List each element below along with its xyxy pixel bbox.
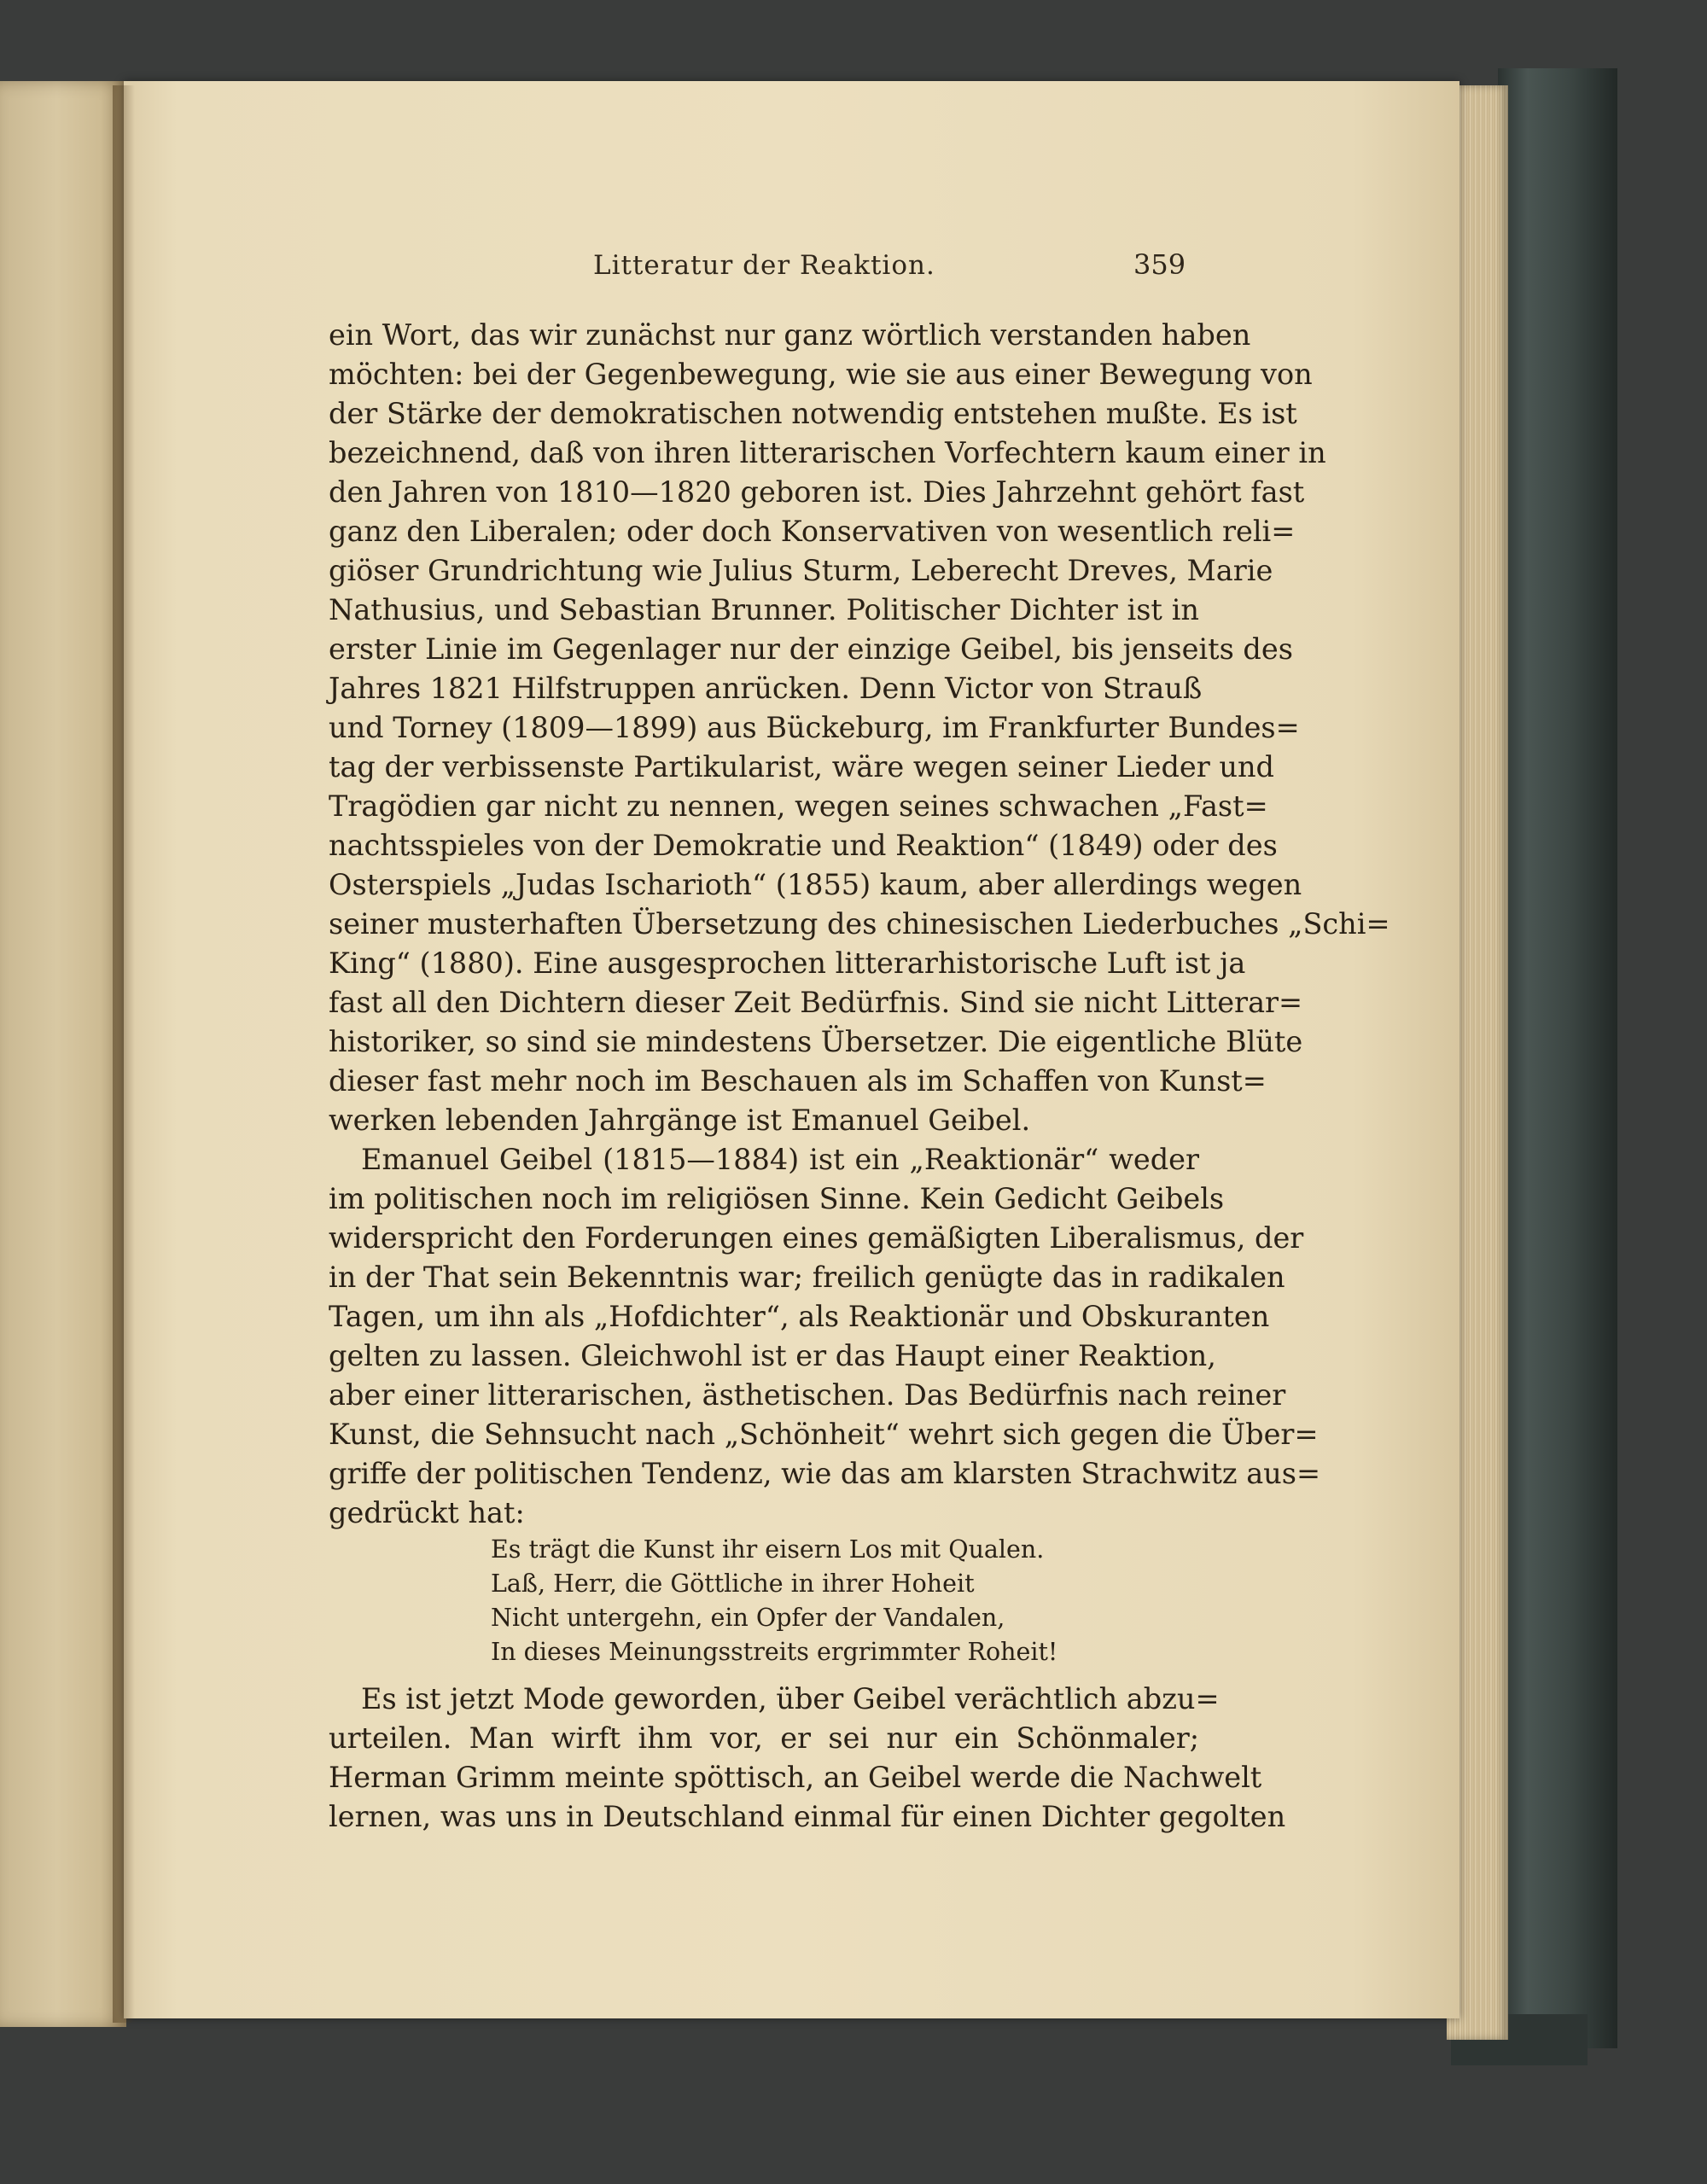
text-line: aber einer litterarischen, ästhetischen. Das Bedürfnis nach reiner: [329, 1378, 1286, 1412]
text-line: fast all den Dichtern dieser Zeit Bedürfnis. Sind sie nicht Litterar=: [329, 986, 1303, 1019]
text-line: Osterspiels „Judas Ischarioth“ (1855) kaum, aber allerdings wegen: [329, 868, 1302, 901]
paragraph-1: [329, 316, 1390, 1140]
text-line: widerspricht den Forderungen eines gemäßigten Liberalismus, der: [329, 1221, 1304, 1255]
text-line: tag der verbissenste Partikularist, wäre wegen seiner Lieder und: [329, 750, 1274, 783]
spacer: [329, 1669, 1199, 1680]
verse-line: Es trägt die Kunst ihr eisern Los mit Qualen.: [491, 1535, 1045, 1564]
text-line: Herman Grimm meinte spöttisch, an Geibel werde die Nachwelt: [329, 1761, 1262, 1794]
text-line: Es ist jetzt Mode geworden, über Geibel verächtlich abzu=: [361, 1682, 1220, 1715]
page-number: 359: [1133, 248, 1186, 281]
text-line: der Stärke der demokratischen notwendig entstehen mußte. Es ist: [329, 397, 1297, 430]
left-page-edge: [0, 81, 126, 2027]
text-line: griffe der politischen Tendenz, wie das am klarsten Strachwitz aus=: [329, 1457, 1321, 1490]
book-cover: [1498, 68, 1617, 2048]
paragraph-2: [329, 1140, 1321, 1533]
text-line: in der That sein Bekenntnis war; freilich genügte das in radikalen: [329, 1261, 1285, 1294]
book-gutter: [113, 85, 135, 2023]
text-line: giöser Grundrichtung wie Julius Sturm, Leberecht Dreves, Marie: [329, 554, 1273, 587]
text-line: erster Linie im Gegenlager nur der einzige Geibel, bis jenseits des: [329, 632, 1293, 666]
verse-quote: [329, 1533, 1199, 1669]
text-line: bezeichnend, daß von ihren litterarischen Vorfechtern kaum einer in: [329, 436, 1326, 469]
text-line: seiner musterhaften Übersetzung des chinesischen Liederbuches „Schi=: [329, 907, 1390, 941]
text-line: Tragödien gar nicht zu nennen, wegen seines schwachen „Fast=: [329, 789, 1268, 823]
verse-line: In dieses Meinungsstreits ergrimmter Roheit!: [491, 1638, 1058, 1666]
text-line: den Jahren von 1810—1820 geboren ist. Dies Jahrzehnt gehört fast: [329, 475, 1305, 509]
text-line: ein Wort, das wir zunächst nur ganz wörtlich verstanden haben: [329, 318, 1251, 352]
body-text: [329, 316, 1390, 1837]
text-line: historiker, so sind sie mindestens Übersetzer. Die eigentliche Blüte: [329, 1025, 1303, 1058]
text-line: ganz den Liberalen; oder doch Konservativen von wesentlich reli=: [329, 515, 1296, 548]
text-line: gedrückt hat:: [329, 1496, 525, 1529]
text-line: dieser fast mehr noch im Beschauen als im Schaffen von Kunst=: [329, 1064, 1267, 1098]
page-header: [329, 248, 1186, 291]
paragraph-3: [329, 1680, 1286, 1837]
text-line: lernen, was uns in Deutschland einmal für einen Dichter gegolten: [329, 1800, 1286, 1833]
text-line: Kunst, die Sehnsucht nach „Schönheit“ wehrt sich gegen die Über=: [329, 1418, 1319, 1451]
text-line: werken lebenden Jahrgänge ist Emanuel Geibel.: [329, 1104, 1031, 1137]
text-line: gelten zu lassen. Gleichwohl ist er das Haupt einer Reaktion,: [329, 1339, 1216, 1372]
text-line: Emanuel Geibel (1815—1884) ist ein „Reaktionär“ weder: [361, 1143, 1199, 1176]
text-line: im politischen noch im religiösen Sinne. Kein Gedicht Geibels: [329, 1182, 1225, 1215]
text-line: Jahres 1821 Hilfstruppen anrücken. Denn Victor von Strauß: [329, 672, 1203, 705]
running-head: Litteratur der Reaktion.: [593, 250, 935, 281]
text-line: nachtsspieles von der Demokratie und Reaktion“ (1849) oder des: [329, 829, 1278, 862]
verse-line: Nicht untergehn, ein Opfer der Vandalen,: [491, 1604, 1005, 1632]
text-line: Nathusius, und Sebastian Brunner. Politischer Dichter ist in: [329, 593, 1199, 626]
text-line: möchten: bei der Gegenbewegung, wie sie aus einer Bewegung von: [329, 358, 1313, 391]
text-line: und Torney (1809—1899) aus Bückeburg, im Frankfurter Bundes=: [329, 711, 1300, 744]
text-line: King“ (1880). Eine ausgesprochen litterarhistorische Luft ist ja: [329, 946, 1246, 980]
text-line: Tagen, um ihn als „Hofdichter“, als Reaktionär und Obskuranten: [329, 1300, 1270, 1333]
verse-line: Laß, Herr, die Göttliche in ihrer Hoheit: [491, 1570, 975, 1598]
text-line: urteilen. Man wirft ihm vor, er sei nur ein Schönmaler;: [329, 1721, 1199, 1755]
